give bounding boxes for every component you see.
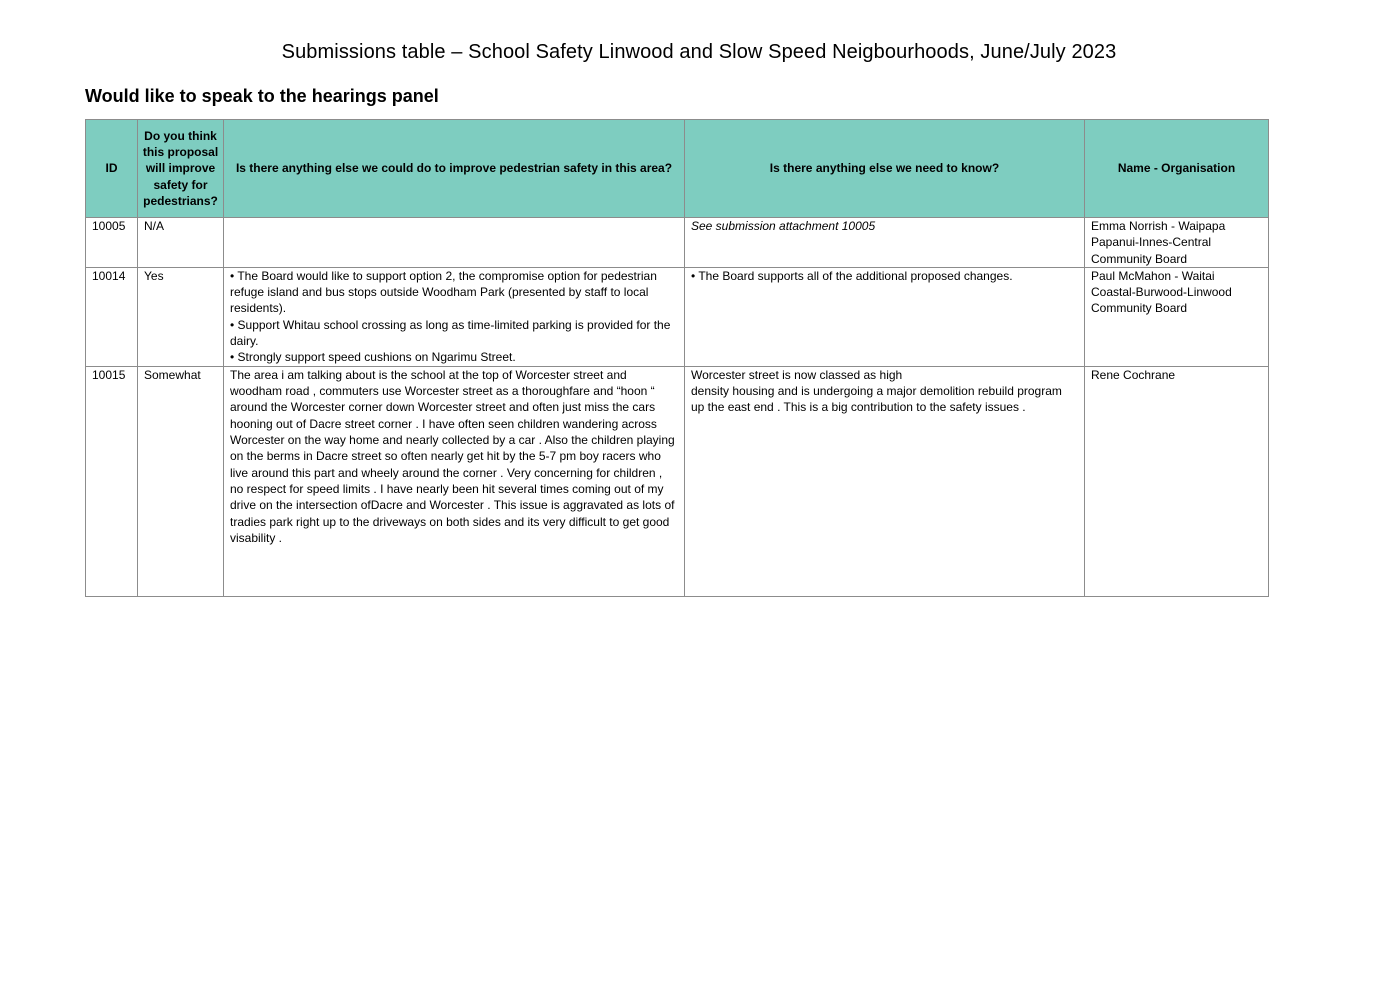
cell-improve-suggestions bbox=[224, 366, 685, 596]
table-row bbox=[86, 267, 1269, 366]
cell-id: 10015 bbox=[86, 366, 138, 596]
cell-need-to-know: See submission attachment 10005 bbox=[685, 218, 1085, 268]
table-row bbox=[86, 218, 1269, 268]
table-row bbox=[86, 366, 1269, 596]
header-improve-safety: Do you think this proposal will improve safety for pedestrians? bbox=[138, 120, 224, 218]
cell-name-organisation: Paul McMahon - Waitai Coastal-Burwood-Linwood Community Board bbox=[1085, 267, 1269, 366]
cell-improve-suggestions bbox=[224, 267, 685, 366]
suggestion-bullet: • Support Whitau school crossing as long as time-limited parking is provided for the dairy. bbox=[230, 317, 671, 349]
header-name-organisation: Name - Organisation bbox=[1085, 120, 1269, 218]
cell-need-to-know bbox=[685, 366, 1085, 596]
cell-name-organisation: Emma Norrish - Waipapa Papanui-Innes-Central Community Board bbox=[1085, 218, 1269, 268]
cell-id: 10014 bbox=[86, 267, 138, 366]
suggestion-bullet: • Strongly support speed cushions on Ngarimu Street. bbox=[230, 350, 516, 365]
cell-id: 10005 bbox=[86, 218, 138, 268]
submissions-table bbox=[85, 119, 1269, 597]
cell-need-to-know: • The Board supports all of the additional proposed changes. bbox=[685, 267, 1085, 366]
cell-improve-safety: Yes bbox=[138, 267, 224, 366]
suggestion-text: The area i am talking about is the school at the top of Worcester street and woodham road , commuters use Worcester street as a thoroughfare and “hoon “ around the Worcester corner down Worcester street and often just miss the cars hooning out of Dacre street corner . I have often seen children wandering across Worcester on the way home and nearly collected by a car . Also the children playing on the berms in Dacre street so often nearly get hit by the 5-7 pm boy racers who live around this part and wheely around the corner . Very concerning for children , no respect for speed limits . I have nearly been hit several times coming out of my drive on the intersection ofDacre and Worcester . This issue is aggravated as lots of tradies park right up to the driveways on both sides and its very difficult to get good visability . bbox=[230, 367, 675, 545]
cell-improve-safety: Somewhat bbox=[138, 366, 224, 596]
cell-name-organisation: Rene Cochrane bbox=[1085, 366, 1269, 596]
document-title: Submissions table – School Safety Linwood and Slow Speed Neigbourhoods, June/July 2023 bbox=[281, 41, 1117, 63]
header-anything-else-know: Is there anything else we need to know? bbox=[685, 120, 1085, 218]
need-to-know-line: density housing and is undergoing a major demolition rebuild program up the east end . This is a big contribution to the safety issues . bbox=[691, 384, 1062, 415]
table-header-row bbox=[86, 120, 1269, 218]
header-anything-else-improve: Is there anything else we could do to improve pedestrian safety in this area? bbox=[224, 120, 685, 218]
need-to-know-line: Worcester street is now classed as high bbox=[691, 367, 903, 382]
cell-improve-suggestions bbox=[224, 218, 685, 268]
section-heading: Would like to speak to the hearings panel bbox=[85, 86, 439, 106]
suggestion-bullet: • The Board would like to support option 2, the compromise option for pedestrian refuge island and bus stops outside Woodham Park (presented by staff to local residents). bbox=[230, 268, 657, 316]
header-id: ID bbox=[86, 120, 138, 218]
cell-improve-safety: N/A bbox=[138, 218, 224, 268]
